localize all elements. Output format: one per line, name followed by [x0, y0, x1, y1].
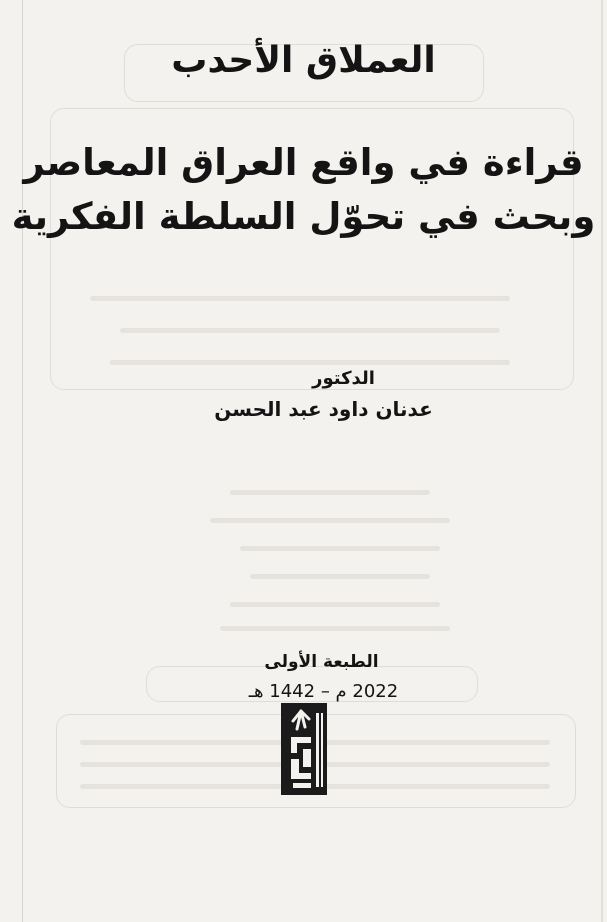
bleed-through-line: [210, 518, 450, 523]
bleed-through-line: [120, 328, 500, 333]
bleed-through-line: [230, 602, 440, 607]
publisher-logo-icon: [281, 703, 327, 795]
bleed-through-line: [230, 490, 430, 495]
dar-dijlah-logo-icon: [281, 703, 327, 795]
bleed-through-line: [240, 546, 440, 551]
bleed-through-line: [250, 574, 430, 579]
book-subtitle: [0, 136, 607, 244]
bleed-through-line: [110, 360, 510, 365]
author-label: الدكتور: [312, 368, 375, 389]
subtitle-line-1: قراءة في واقع العراق المعاصر: [23, 141, 584, 184]
subtitle-line-2: وبحث في تحوّل السلطة الفكرية: [11, 195, 596, 238]
author-name: عدنان داود عبد الحسن: [214, 397, 433, 421]
bleed-through-line: [220, 626, 450, 631]
edition-label: الطبعة الأولى: [264, 652, 379, 672]
book-title: العملاق الأحدب: [171, 40, 436, 81]
publication-date: 2022 م – 1442 هـ: [248, 681, 399, 702]
bleed-through-line: [90, 296, 510, 301]
